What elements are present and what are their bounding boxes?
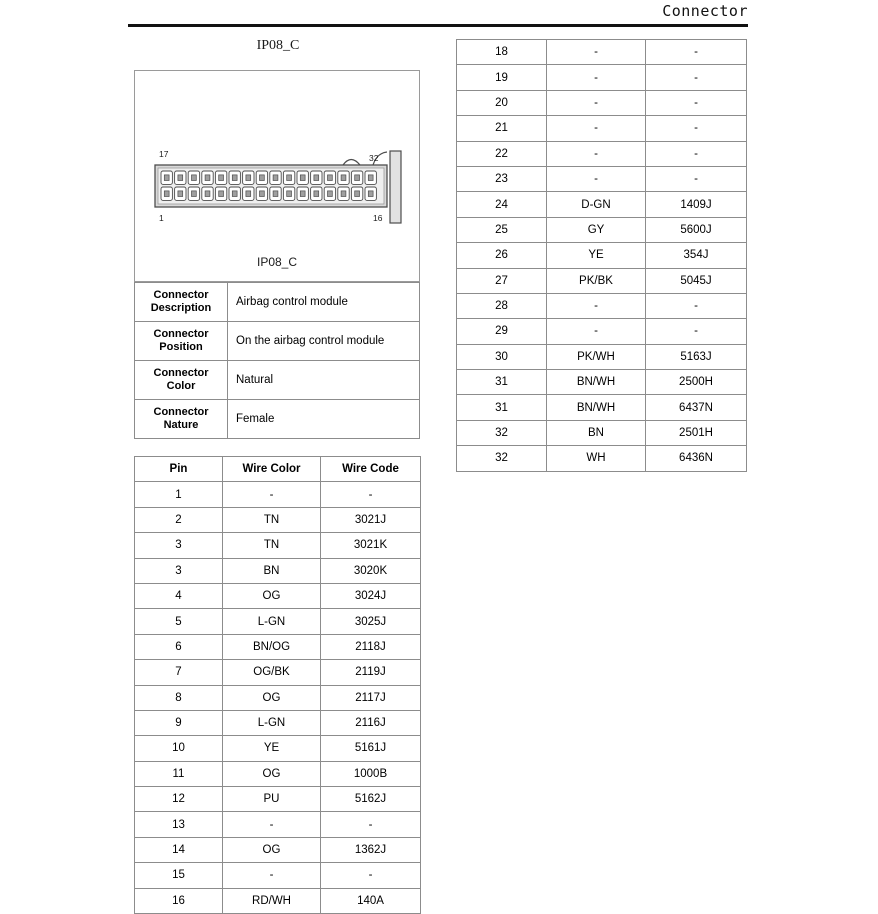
table-row xyxy=(457,116,747,141)
cell-pin: 23 xyxy=(457,166,547,191)
cell-pin: 25 xyxy=(457,217,547,242)
cell-wire-color: OG xyxy=(223,685,321,710)
cell-wire-color: L-GN xyxy=(223,609,321,634)
cell-wire-code: - xyxy=(646,90,747,115)
table-row xyxy=(457,243,747,268)
cell-wire-code: 5161J xyxy=(321,736,421,761)
cell-pin: 8 xyxy=(135,685,223,710)
table-row xyxy=(457,370,747,395)
table-row xyxy=(135,710,421,735)
table-row xyxy=(135,888,421,913)
pin-table-left xyxy=(134,456,421,914)
cell-wire-code: 5045J xyxy=(646,268,747,293)
cell-pin: 20 xyxy=(457,90,547,115)
cell-pin: 21 xyxy=(457,116,547,141)
table-row xyxy=(457,192,747,217)
pin-cavity-contact xyxy=(355,175,360,181)
cell-pin: 26 xyxy=(457,243,547,268)
table-row xyxy=(457,420,747,445)
pin-cavity-contact xyxy=(205,175,210,181)
cell-wire-code: 6437N xyxy=(646,395,747,420)
cell-wire-code: - xyxy=(321,482,421,507)
pin-cavity-contact xyxy=(219,191,224,197)
pin-cavity-contact xyxy=(368,191,373,197)
cell-wire-code: - xyxy=(321,863,421,888)
connector-info-label-line2: Description xyxy=(150,302,212,314)
latch-arc-left-icon xyxy=(343,160,360,166)
pin-cavity-contact xyxy=(192,175,197,181)
connector-info-label-line1: Connector xyxy=(153,289,209,301)
cell-wire-color: YE xyxy=(223,736,321,761)
table-row xyxy=(457,344,747,369)
cell-pin: 2 xyxy=(135,507,223,532)
cell-wire-color: PK/WH xyxy=(547,344,646,369)
cell-wire-code: 1000B xyxy=(321,761,421,786)
cell-wire-code: 2501H xyxy=(646,420,747,445)
cell-pin: 1 xyxy=(135,482,223,507)
cell-pin: 29 xyxy=(457,319,547,344)
table-row xyxy=(135,609,421,634)
table-row xyxy=(135,863,421,888)
pin-cavity-contact xyxy=(205,191,210,197)
cell-pin: 18 xyxy=(457,40,547,65)
table-row xyxy=(457,268,747,293)
table-row xyxy=(457,319,747,344)
pin-cavity-contact xyxy=(314,175,319,181)
cell-pin: 31 xyxy=(457,395,547,420)
connector-info-label-line1: Connector xyxy=(153,328,209,340)
cell-pin: 27 xyxy=(457,268,547,293)
table-row xyxy=(457,293,747,318)
connector-info-label-line2: Color xyxy=(166,380,196,392)
cell-wire-color: BN xyxy=(223,558,321,583)
cell-wire-code: - xyxy=(646,65,747,90)
table-row xyxy=(457,40,747,65)
connector-info-label xyxy=(135,283,228,322)
table-row xyxy=(457,90,747,115)
cell-pin: 11 xyxy=(135,761,223,786)
table-row xyxy=(135,533,421,558)
table-row xyxy=(135,736,421,761)
cell-pin: 5 xyxy=(135,609,223,634)
cell-wire-color: - xyxy=(223,812,321,837)
cell-wire-code: 2119J xyxy=(321,660,421,685)
connector-info-label xyxy=(135,322,228,361)
cell-pin: 32 xyxy=(457,446,547,471)
pin-table-header-row xyxy=(135,457,421,482)
pin-cavity-contact xyxy=(232,191,237,197)
connector-info-row xyxy=(135,400,420,439)
cell-pin: 28 xyxy=(457,293,547,318)
table-row xyxy=(135,812,421,837)
connector-info-label xyxy=(135,400,228,439)
page-header-title: Connector xyxy=(662,2,748,20)
cell-pin: 15 xyxy=(135,863,223,888)
cell-wire-code: 3021K xyxy=(321,533,421,558)
cell-wire-code: 1409J xyxy=(646,192,747,217)
connector-info-label xyxy=(135,361,228,400)
connector-info-label-line1: Connector xyxy=(153,367,209,379)
table-row xyxy=(135,482,421,507)
cell-wire-color: GY xyxy=(547,217,646,242)
cell-wire-code: 3025J xyxy=(321,609,421,634)
cell-pin: 12 xyxy=(135,787,223,812)
cell-wire-color: PK/BK xyxy=(547,268,646,293)
table-row xyxy=(457,217,747,242)
cell-pin: 30 xyxy=(457,344,547,369)
cell-wire-code: 2117J xyxy=(321,685,421,710)
cell-wire-color: - xyxy=(547,40,646,65)
cell-pin: 22 xyxy=(457,141,547,166)
cell-pin: 9 xyxy=(135,710,223,735)
pin-cavity-contact xyxy=(287,191,292,197)
cell-pin: 13 xyxy=(135,812,223,837)
pin-label-17: 17 xyxy=(159,149,169,159)
pin-cavity-contact xyxy=(219,175,224,181)
cell-wire-color: - xyxy=(547,141,646,166)
pin-cavity-contact xyxy=(314,191,319,197)
pin-cavity-contact xyxy=(164,175,169,181)
cell-pin: 24 xyxy=(457,192,547,217)
pin-cavity-contact xyxy=(273,175,278,181)
pin-table-left-head xyxy=(135,457,421,482)
cell-wire-color: - xyxy=(547,319,646,344)
pin-cavity-contact xyxy=(164,191,169,197)
table-row xyxy=(457,65,747,90)
cell-pin: 7 xyxy=(135,660,223,685)
cell-wire-color: OG xyxy=(223,761,321,786)
connector-diagram xyxy=(147,143,409,233)
cell-wire-color: - xyxy=(547,65,646,90)
cell-wire-code: 2118J xyxy=(321,634,421,659)
cell-wire-color: OG/BK xyxy=(223,660,321,685)
cell-wire-color: TN xyxy=(223,533,321,558)
table-row xyxy=(135,558,421,583)
connector-info-row xyxy=(135,361,420,400)
cell-pin: 31 xyxy=(457,370,547,395)
cell-wire-code: 3024J xyxy=(321,583,421,608)
cell-wire-color: OG xyxy=(223,583,321,608)
connector-info-label-line2: Nature xyxy=(163,419,199,431)
cell-wire-code: 5162J xyxy=(321,787,421,812)
table-row xyxy=(135,837,421,862)
header-divider-rule xyxy=(128,24,748,27)
cell-wire-color: - xyxy=(547,90,646,115)
cell-wire-color: BN/WH xyxy=(547,395,646,420)
cell-wire-color: WH xyxy=(547,446,646,471)
column-header-wire-code: Wire Code xyxy=(321,457,421,482)
pin-label-1: 1 xyxy=(159,213,164,223)
pin-cavity-contact xyxy=(341,191,346,197)
pin-cavity-contact xyxy=(246,175,251,181)
cell-wire-color: - xyxy=(547,166,646,191)
pin-cavity-contact xyxy=(328,191,333,197)
cell-wire-color: RD/WH xyxy=(223,888,321,913)
connector-info-label-line1: Connector xyxy=(153,406,209,418)
pin-cavity-contact xyxy=(355,191,360,197)
cell-wire-code: 5600J xyxy=(646,217,747,242)
cell-pin: 3 xyxy=(135,558,223,583)
table-row xyxy=(457,446,747,471)
pin-label-32: 32 xyxy=(369,153,379,163)
cell-wire-code: - xyxy=(646,141,747,166)
table-row xyxy=(135,685,421,710)
connector-image-caption: IP08_C xyxy=(256,255,298,269)
cell-wire-code: - xyxy=(646,293,747,318)
connector-title: IP08_C xyxy=(256,38,300,53)
cell-wire-color: - xyxy=(547,116,646,141)
table-row xyxy=(135,761,421,786)
cell-pin: 32 xyxy=(457,420,547,445)
pin-cavity-contact xyxy=(232,175,237,181)
table-row xyxy=(457,395,747,420)
cell-pin: 3 xyxy=(135,533,223,558)
pin-cavity-contact xyxy=(328,175,333,181)
pin-cavity-contact xyxy=(192,191,197,197)
table-row xyxy=(135,660,421,685)
cell-pin: 4 xyxy=(135,583,223,608)
pin-cavity-contact xyxy=(246,191,251,197)
cell-wire-code: - xyxy=(646,166,747,191)
cell-wire-color: - xyxy=(223,482,321,507)
pin-cavity-contact xyxy=(300,175,305,181)
pin-cavity-contact xyxy=(178,191,183,197)
table-row xyxy=(135,787,421,812)
cell-wire-code: 1362J xyxy=(321,837,421,862)
connector-info-value: Female xyxy=(228,400,420,439)
cell-wire-code: - xyxy=(321,812,421,837)
connector-mounting-tab xyxy=(390,151,401,223)
cell-wire-code: - xyxy=(646,116,747,141)
cell-pin: 14 xyxy=(135,837,223,862)
pin-table-right xyxy=(456,39,747,472)
cell-wire-color: PU xyxy=(223,787,321,812)
table-row xyxy=(457,166,747,191)
cell-wire-color: BN/OG xyxy=(223,634,321,659)
connector-info-value: Airbag control module xyxy=(228,283,420,322)
cell-wire-color: - xyxy=(547,293,646,318)
pin-cavity-contact xyxy=(341,175,346,181)
column-header-wire-color: Wire Color xyxy=(223,457,321,482)
table-row xyxy=(457,141,747,166)
pin-label-16: 16 xyxy=(373,213,383,223)
cell-wire-code: - xyxy=(646,40,747,65)
connector-info-table xyxy=(134,282,420,439)
cell-wire-color: - xyxy=(223,863,321,888)
pin-cavity-contact xyxy=(368,175,373,181)
cell-wire-color: OG xyxy=(223,837,321,862)
table-row xyxy=(135,583,421,608)
pin-cavity-contact xyxy=(178,175,183,181)
cell-wire-color: BN xyxy=(547,420,646,445)
connector-image-box xyxy=(134,70,420,282)
pin-cavity-contact xyxy=(273,191,278,197)
connector-info-row xyxy=(135,283,420,322)
pin-table-right-body xyxy=(457,40,747,472)
pin-cavity-contact xyxy=(260,191,265,197)
cell-wire-code: 2500H xyxy=(646,370,747,395)
cell-wire-code: 3021J xyxy=(321,507,421,532)
cell-wire-code: 6436N xyxy=(646,446,747,471)
cell-pin: 10 xyxy=(135,736,223,761)
table-row xyxy=(135,634,421,659)
connector-info-label-line2: Position xyxy=(159,341,203,353)
table-row xyxy=(135,507,421,532)
cell-wire-color: BN/WH xyxy=(547,370,646,395)
pin-cavity-contact xyxy=(300,191,305,197)
cell-wire-color: TN xyxy=(223,507,321,532)
connector-info-value: On the airbag control module xyxy=(228,322,420,361)
connector-info-table-body xyxy=(135,283,420,439)
cell-wire-code: 3020K xyxy=(321,558,421,583)
column-header-pin: Pin xyxy=(135,457,223,482)
cell-wire-color: D-GN xyxy=(547,192,646,217)
cell-wire-code: 2116J xyxy=(321,710,421,735)
pin-cavity-contact xyxy=(287,175,292,181)
cell-wire-color: L-GN xyxy=(223,710,321,735)
cell-wire-color: YE xyxy=(547,243,646,268)
connector-info-row xyxy=(135,322,420,361)
cell-wire-code: 140A xyxy=(321,888,421,913)
connector-info-value: Natural xyxy=(228,361,420,400)
pin-cavity-contact xyxy=(260,175,265,181)
cell-wire-code: 354J xyxy=(646,243,747,268)
cell-pin: 6 xyxy=(135,634,223,659)
cell-wire-code: - xyxy=(646,319,747,344)
cell-pin: 16 xyxy=(135,888,223,913)
cell-wire-code: 5163J xyxy=(646,344,747,369)
cell-pin: 19 xyxy=(457,65,547,90)
pin-table-left-body xyxy=(135,482,421,914)
